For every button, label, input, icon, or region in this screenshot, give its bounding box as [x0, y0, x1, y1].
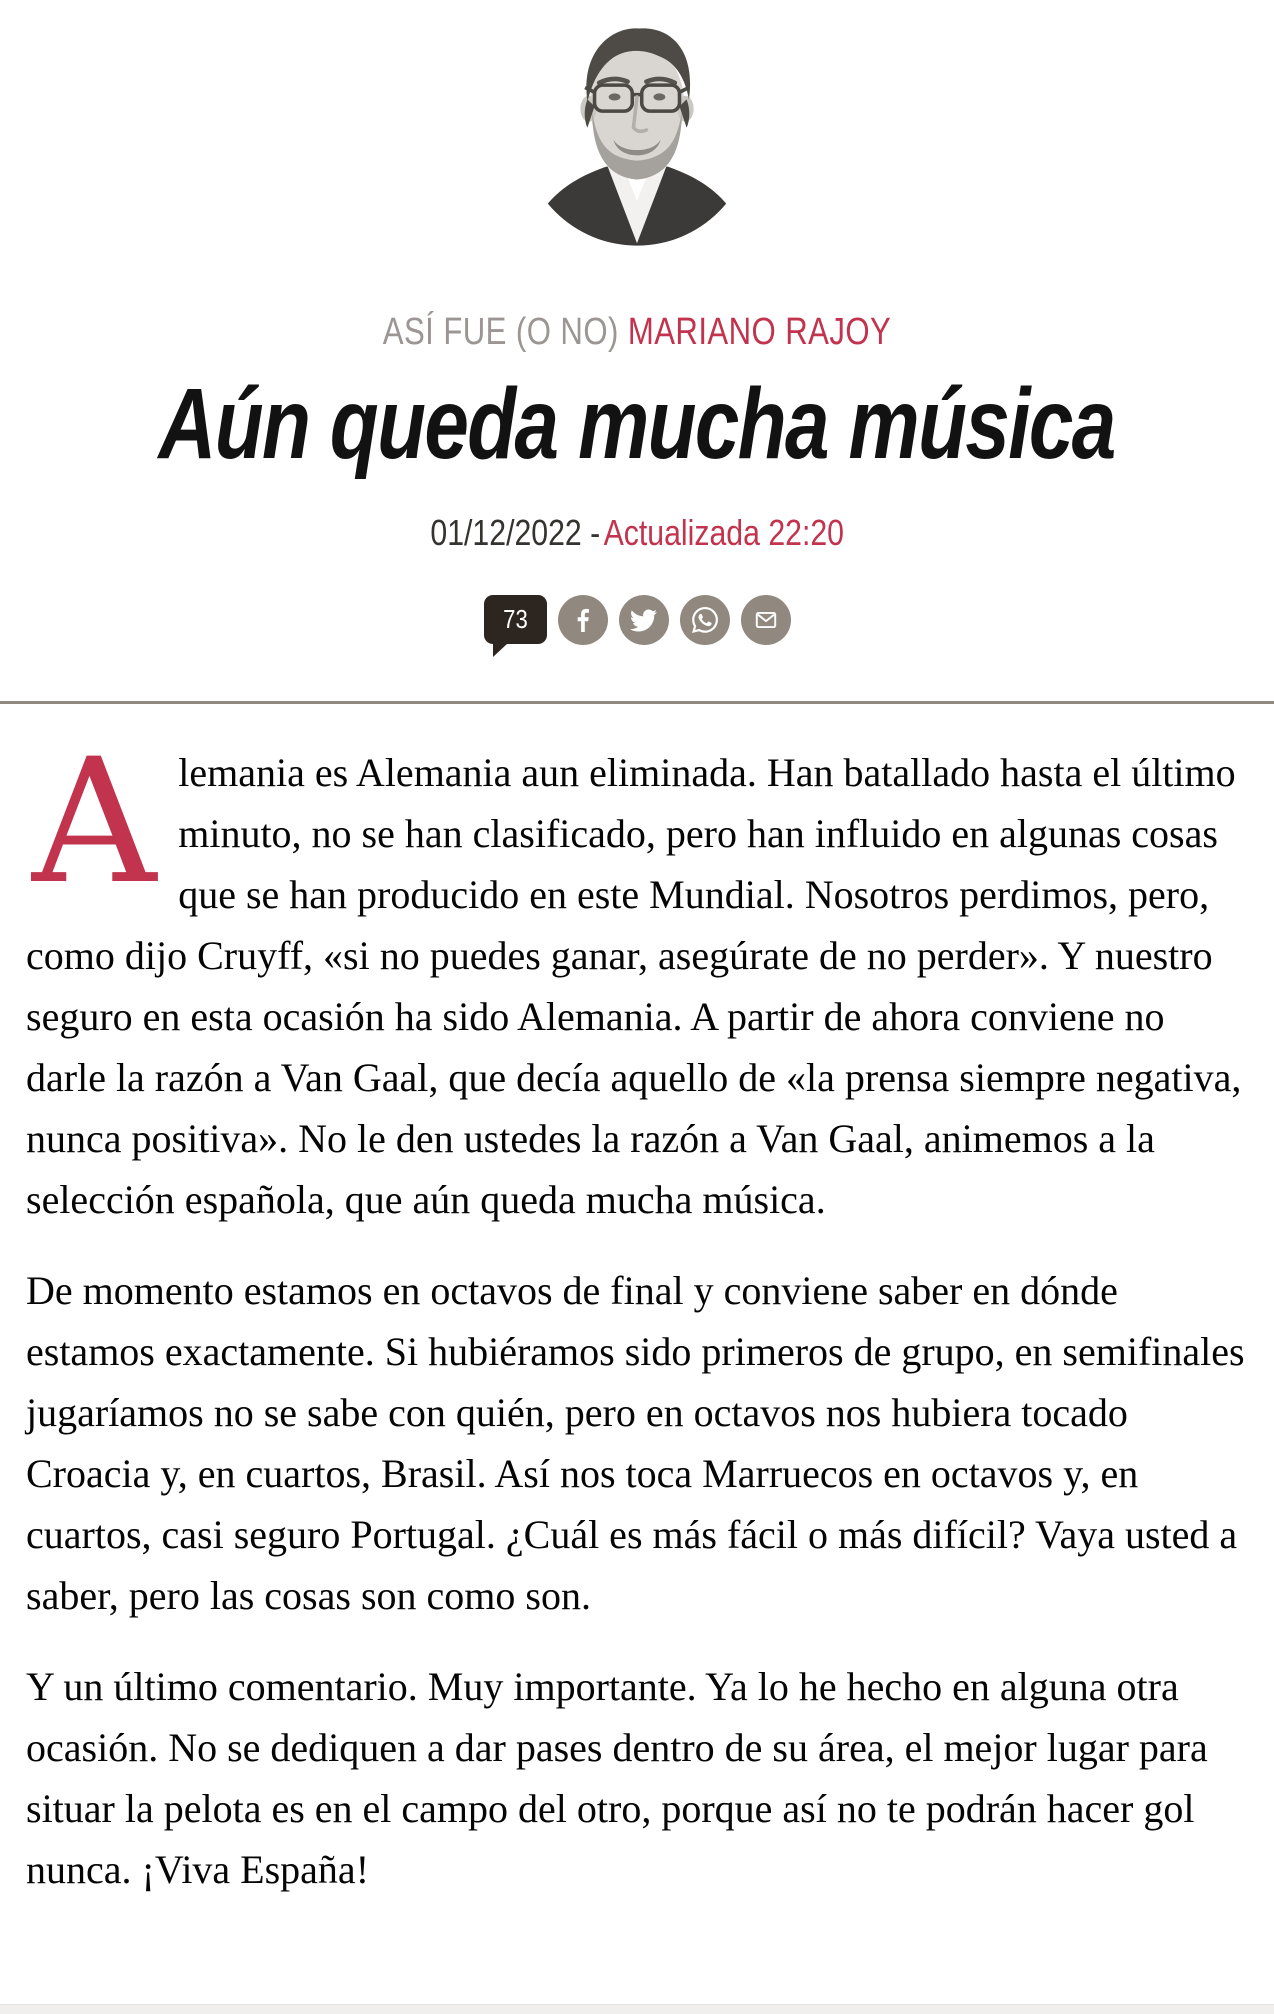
- kicker-section-label: ASÍ FUE (O NO): [382, 311, 619, 353]
- article-body: [0, 704, 1274, 1900]
- comments-button[interactable]: [484, 595, 547, 644]
- email-icon: [753, 607, 779, 633]
- paragraph-text: lemania es Alemania aun eliminada. Han batallado hasta el último minuto, no se han clasificado, pero han influido en algunas cosas que se han producido en este Mundial. Nosotros perdimos, pero, como dijo Cruyff, «si no puedes ganar, asegúrate de no perder». Y nuestro seguro en esta ocasión ha sido Alemania. A partir de ahora conviene no darle la razón a Van Gaal, que decía aquello de «la prensa siempre negativa, nunca positiva». No le den ustedes la razón a Van Gaal, animemos a la selección española, que aún queda mucha música.: [26, 750, 1242, 1222]
- facebook-share-button[interactable]: [558, 595, 608, 645]
- dateline: [0, 511, 1274, 563]
- date-separator: -: [589, 512, 601, 553]
- next-section-strip: [0, 2004, 1274, 2014]
- email-share-button[interactable]: [741, 595, 791, 645]
- whatsapp-share-button[interactable]: [680, 595, 730, 645]
- twitter-share-button[interactable]: [619, 595, 669, 645]
- whatsapp-icon: [692, 607, 718, 633]
- share-row: [0, 595, 1274, 667]
- paragraph: De momento estamos en octavos de final y conviene saber en dónde estamos exactamente. Si hubiéramos sido primeros de grupo, en semifinales jugaríamos no se sabe con quién, pero en octavos nos hubiera tocado Croacia y, en cuartos, Brasil. Así nos toca Marruecos en octavos y, en cuartos, casi seguro Portugal. ¿Cuál es más fácil o más difícil? Vaya usted a saber, pero las cosas son como son.: [26, 1268, 1245, 1618]
- updated-time: Actualizada 22:20: [603, 512, 844, 553]
- article-header: [0, 12, 1274, 667]
- publish-date: 01/12/2022: [430, 512, 582, 553]
- kicker-author-link[interactable]: MARIANO RAJOY: [627, 311, 892, 353]
- kicker: [0, 312, 1274, 360]
- author-portrait-image: [519, 12, 755, 248]
- dropcap-letter: A: [32, 721, 157, 922]
- paragraph: Y un último comentario. Muy importante. Ya lo he hecho en alguna otra ocasión. No se dediquen a dar pases dentro de su área, el mejor lugar para situar la pelota es en el campo del otro, porque así no te podrán hacer gol nunca. ¡Viva España!: [26, 1664, 1208, 1892]
- author-avatar: [519, 12, 755, 248]
- article-title: Aún queda mucha música: [158, 368, 1116, 480]
- facebook-icon: [571, 608, 595, 632]
- twitter-icon: [630, 607, 657, 634]
- comments-count-badge: 73: [502, 604, 528, 634]
- paragraph: [26, 721, 1248, 1230]
